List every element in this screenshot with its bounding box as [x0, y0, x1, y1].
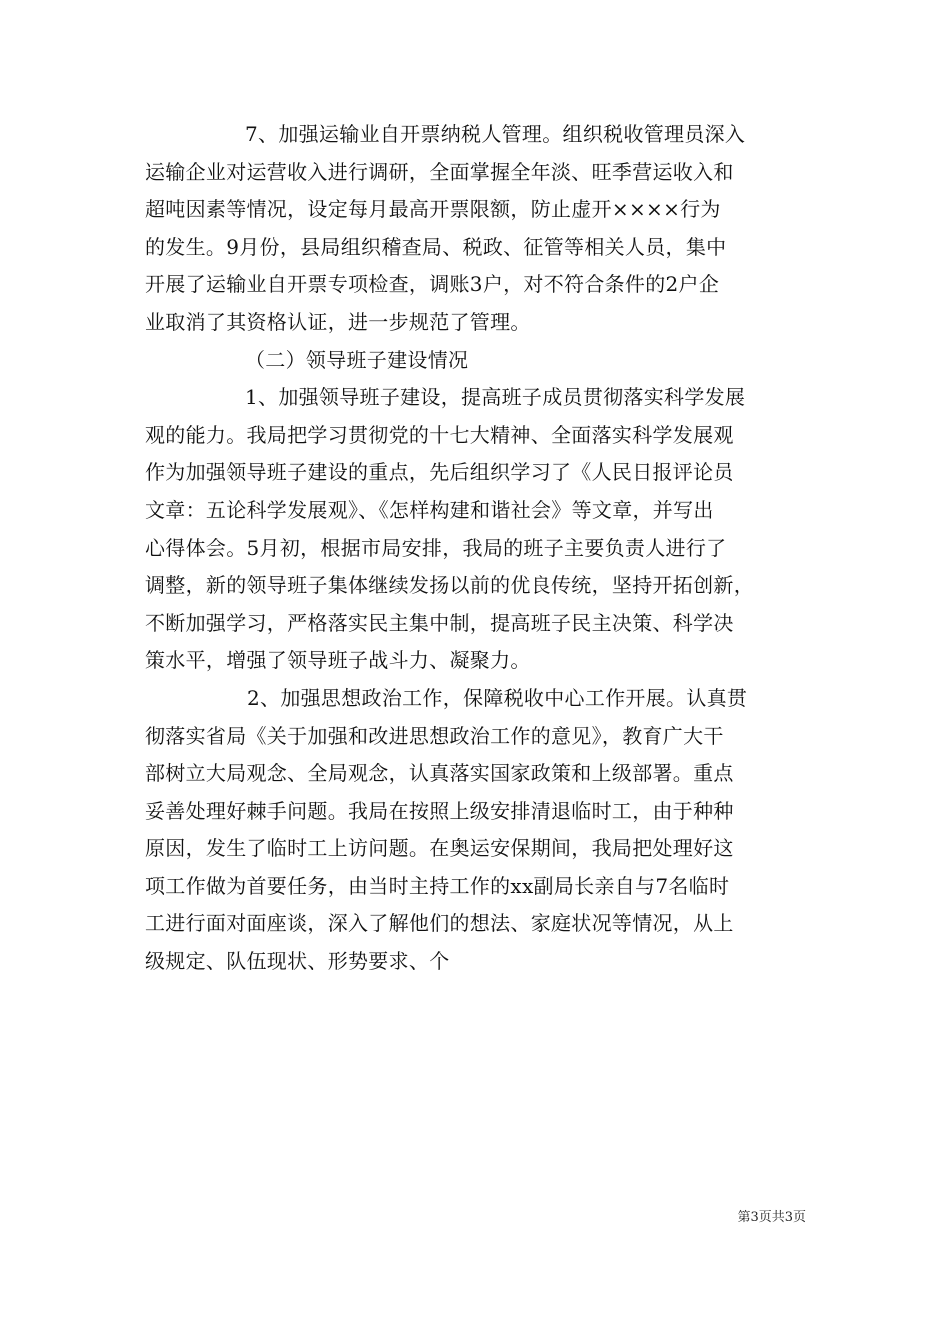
paragraph-1-line-7: 不断加强学习，严格落实民主集中制，提高班子民主决策、科学决 [145, 610, 734, 635]
paragraph-1-line-2: 观的能力。我局把学习贯彻党的十七大精神、全面落实科学发展观 [145, 422, 734, 447]
paragraph-2-line-2: 彻落实省局《关于加强和改进思想政治工作的意见》，教育广大干 [145, 723, 724, 748]
paragraph-1-line-3: 作为加强领导班子建设的重点，先后组织学习了《人民日报评论员 [145, 460, 734, 485]
paragraph-1-line-4: 文章：五论科学发展观》、《怎样构建和谐社会》等文章，并写出 [145, 497, 714, 522]
paragraph-2-line-1: 2、加强思想政治工作，保障税收中心工作开展。认真贯 [247, 685, 748, 710]
paragraph-7-line-4: 的发生。9月份，县局组织稽查局、税政、征管等相关人员，集中 [145, 234, 727, 259]
paragraph-7-line-3: 超吨因素等情况，设定每月最高开票限额，防止虚开××××行为 [145, 197, 721, 222]
paragraph-7-line-6: 业取消了其资格认证，进一步规范了管理。 [145, 309, 531, 334]
paragraph-7-line-1: 7、加强运输业自开票纳税人管理。组织税收管理员深入 [245, 122, 746, 146]
paragraph-2-line-7: 工进行面对面座谈，深入了解他们的想法、家庭状况等情况，从上 [145, 911, 734, 936]
paragraph-1-line-5: 心得体会。5月初，根据市局安排，我局的班子主要负责人进行了 [145, 535, 727, 560]
paragraph-1-line-6: 调整，新的领导班子集体继续发扬以前的优良传统，坚持开拓创新， [145, 573, 754, 598]
section-heading: （二）领导班子建设情况 [245, 347, 469, 372]
paragraph-2-line-4: 妥善处理好棘手问题。我局在按照上级安排清退临时工，由于种种 [145, 798, 734, 823]
paragraph-7-line-5: 开展了运输业自开票专项检查，调账3户，对不符合条件的2户企 [145, 272, 720, 297]
document-body [145, 116, 810, 981]
paragraph-1-line-1: 1、加强领导班子建设，提高班子成员贯彻落实科学发展 [245, 385, 746, 410]
paragraph-2-line-5: 原因，发生了临时工上访问题。在奥运安保期间，我局把处理好这 [145, 836, 734, 861]
paragraph-2-line-3: 部树立大局观念、全局观念，认真落实国家政策和上级部署。重点 [145, 761, 734, 786]
paragraph-1-line-8: 策水平，增强了领导班子战斗力、凝聚力。 [145, 648, 531, 673]
paragraph-2-line-8: 级规定、队伍现状、形势要求、个 [145, 949, 450, 974]
paragraph-2-line-6: 项工作做为首要任务，由当时主持工作的xx副局长亲自与7名临时 [145, 873, 730, 898]
paragraph-7-line-2: 运输企业对运营收入进行调研，全面掌握全年淡、旺季营运收入和 [145, 159, 734, 184]
page-number-footer: 第3页共3页 [737, 1210, 806, 1225]
